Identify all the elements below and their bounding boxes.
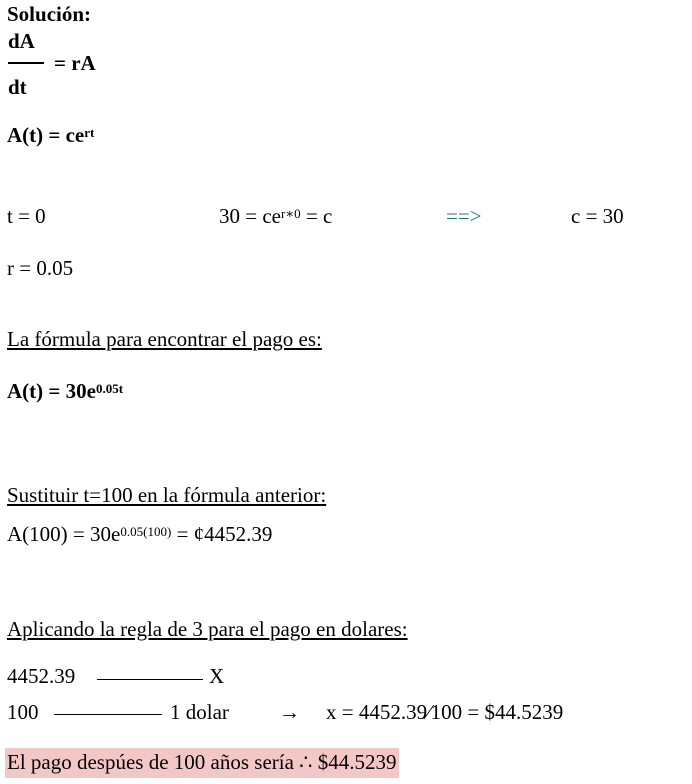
formula-intro: La fórmula para encontrar el pago es: [7,327,322,351]
implies-arrow: ==> [446,204,482,228]
general-solution-base: A(t) = ce [7,123,85,147]
specific-formula-base: A(t) = 30e [7,379,96,403]
general-solution [7,125,94,146]
constant-result: c = 30 [571,204,624,228]
fraction-bar [8,62,44,64]
dollar-computation [326,702,563,723]
general-solution-exponent: rt [84,125,95,141]
rule-row2-right: 1 dolar [170,700,229,724]
conclusion [5,752,399,773]
initial-time: t = 0 [7,204,46,228]
fraction-slash: ⁄ [427,700,431,724]
specific-formula [7,381,123,402]
substitution-exponent: 0.05(100) [120,524,172,540]
substitution-lhs: A(100) = 30e [7,522,121,546]
heading: Solución: [7,2,92,26]
rule-row1-line [97,679,203,680]
rule-intro: Aplicando la regla de 3 para el pago en dolares: [7,617,408,641]
rule-row2-left: 100 [7,700,39,724]
condition-eq-left: 30 = ce [219,204,281,228]
computation-right: 100 = $44.5239 [430,700,564,724]
rule-row1-right: X [209,664,225,688]
rate-value: r = 0.05 [7,256,74,280]
fraction-numerator: dA [8,29,35,53]
substitute-intro: Sustituir t=100 en la fórmula anterior: [7,483,327,507]
substitution-equation [7,524,272,545]
fraction-denominator: dt [8,75,27,99]
condition-eq-right: = c [300,204,333,228]
specific-formula-exponent: 0.05t [95,381,124,397]
substitution-rhs: = ¢4452.39 [171,522,273,546]
rule-row1-left: 4452.39 [7,664,76,688]
condition-eq-exponent: r∗0 [281,206,301,222]
initial-condition-equation [219,206,332,227]
right-arrow-icon: → [279,700,300,724]
equation-rhs: = rA [54,51,96,75]
conclusion-highlight: El pago despúes de 100 años sería ∴ $44.5239 [5,748,399,778]
computation-left: x = 4452.39 [326,700,428,724]
rule-row2-line [54,714,162,715]
